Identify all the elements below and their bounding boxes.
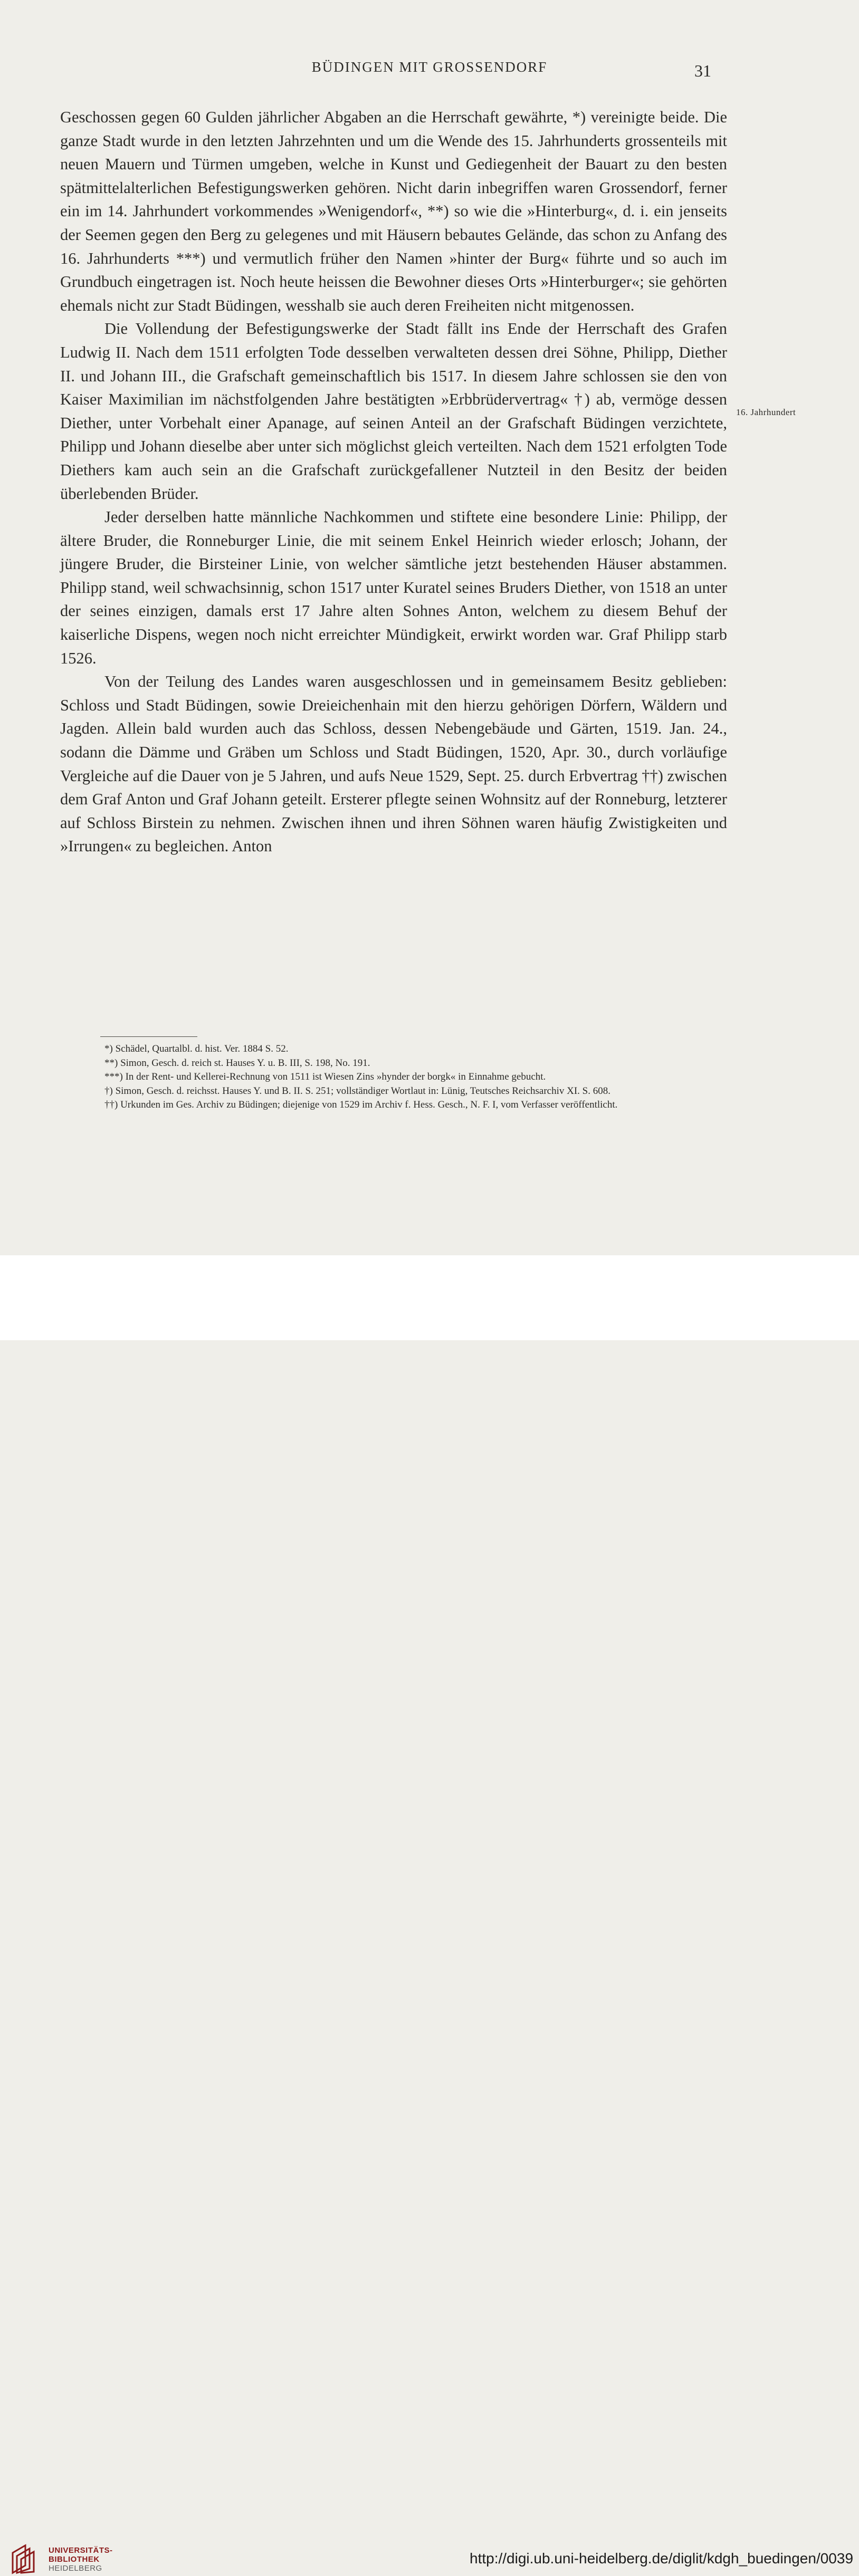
scanned-page [0, 0, 859, 1255]
paragraph-2: Die Vollendung der Befestigungswerke der Stadt fällt ins Ende der Herrschaft des Grafen Ludwig II. Nach dem 1511 erfolgten Tode desselben verwalteten dessen drei Söhne, Philipp, Diether II. und Johann III., die Grafschaft gemeinschaftlich bis 1517. In diesem Jahre schlossen sie den von Kaiser Maximilian im nächstfolgenden Jahre bestätigten »Erbbrüdervertrag« †) ab, vermöge dessen Diether, unter Vorbehalt einer Apanage, auf seinen Anteil an der Grafschaft Büdingen verzichtete, Philipp und Johann dieselbe aber unter sich möglichst gleich verteilten. Nach dem 1521 erfolgten Tode Diethers kam auch sein an die Grafschaft zurückgefallener Nutzteil in den Besitz der beiden überlebenden Brüder. [60, 320, 727, 503]
page-number: 31 [694, 61, 711, 80]
footnotes [60, 1042, 727, 1112]
footnote-3: ***) In der Rent- und Kellerei-Rechnung von 1511 ist Wiesen Zins »hynder der borgk« in Einnahme gebucht. [104, 1071, 546, 1082]
paragraph-4: Von der Teilung des Landes waren ausgeschlossen und in gemeinsamem Besitz geblieben: Schloss und Stadt Büdingen, sowie Dreieichenhain mit den hierzu gehörigen Dörfern, Wäldern und Jagden. Allein bald wurden auch das Schloss, dessen Nebengebäude und Gärten, 1519. Jan. 24., sodann die Dämme und Gräben um Schloss und Stadt Büdingen, 1520, Apr. 30., durch vorläufige Vergleiche auf die Dauer von je 5 Jahren, und aufs Neue 1529, Sept. 25. durch Erbvertrag ††) zwischen dem Graf Anton und Graf Johann geteilt. Ersterer pflegte seinen Wohnsitz auf der Ronneburg, letzterer auf Schloss Birstein zu nehmen. Zwischen ihnen und ihren Söhnen waren häufig Zwistigkeiten und »Irrungen« zu begleichen. Anton [60, 672, 727, 856]
viewer-footer [0, 1255, 859, 2573]
library-name-line2: BIBLIOTHEK [49, 2555, 100, 2564]
footnote-2: **) Simon, Gesch. d. reich st. Hauses Y. u. B. III, S. 198, No. 191. [104, 1057, 370, 1069]
footnote-5: ††) Urkunden im Ges. Archiv zu Büdingen; diejenige von 1529 im Archiv f. Hess. Gesch., N. F. I, vom Verfasser veröffentlicht. [104, 1099, 618, 1110]
footnote-1: *) Schädel, Quartalbl. d. hist. Ver. 1884 S. 52. [104, 1043, 289, 1054]
library-name-line3: HEIDELBERG [49, 2564, 102, 2573]
footnote-4: †) Simon, Gesch. d. reichsst. Hauses Y. und B. II. S. 251; vollständiger Wortlaut in: Lünig, Teutsches Reichsarchiv XI. S. 608. [104, 1085, 610, 1097]
margin-note: 16. Jahrhundert [736, 407, 796, 417]
footnote-divider [100, 1036, 197, 1037]
body-text [60, 105, 727, 858]
paragraph-1: Geschossen gegen 60 Gulden jährlicher Abgaben an die Herrschaft gewährte, *) vereinigte beide. Die ganze Stadt wurde in den letzten Jahrzehnten und um die Wende des 15. Jahrhunderts grossenteils mit neuen Mauern und Türmen umgeben, welche in Kunst und Gediegenheit der Bauart zu den besten spätmittelalterlichen Befestigungswerken gehören. Nicht darin inbegriffen waren Grossendorf, ferner ein im 14. Jahrhundert vorkommendes »Wenigendorf«, **) so wie die »Hinterburg«, d. i. ein jenseits der Seemen gegen den Berg zu gelegenes und mit Häusern bebautes Gelände, das schon zu Anfang des 16. Jahrhunderts ***) und vermutlich früher den Namen »hinter der Burg« führte und so auch im Grundbuch eingetragen ist. Noch heute heissen die Bewohner dieses Orts »Hinterburger«; sie gehörten ehemals nicht zur Stadt Büdingen, wesshalb sie auch deren Freiheiten nicht mitgenossen. [60, 108, 727, 314]
paragraph-3: Jeder derselben hatte männliche Nachkommen und stiftete eine besondere Linie: Philipp, der ältere Bruder, die Ronneburger Linie, die mit seinem Enkel Heinrich wieder erlosch; Johann, der jüngere Bruder, die Birsteiner Linie, von welcher sämtliche jetzt bestehenden Häuser abstammen. Philipp stand, weil schwachsinnig, schon 1517 unter Kuratel seines Bruders Diether, von 1518 an unter der seines einzigen, damals erst 17 Jahre alten Sohnes Anton, welchem zu diesem Behuf der kaiserliche Dispens, wegen noch nicht erreichter Mündigkeit, erwirkt worden war. Graf Philipp starb 1526. [60, 508, 727, 667]
library-name-line1: UNIVERSITÄTS- [49, 2546, 113, 2555]
ub-heidelberg-logo-icon[interactable] [7, 2542, 41, 2576]
running-title: BÜDINGEN MIT GROSSENDORF [311, 59, 548, 75]
permalink-url[interactable]: http://digi.ub.uni-heidelberg.de/diglit/kdgh_buedingen/0039 [470, 2550, 854, 2567]
library-logo-text[interactable] [49, 2546, 113, 2573]
